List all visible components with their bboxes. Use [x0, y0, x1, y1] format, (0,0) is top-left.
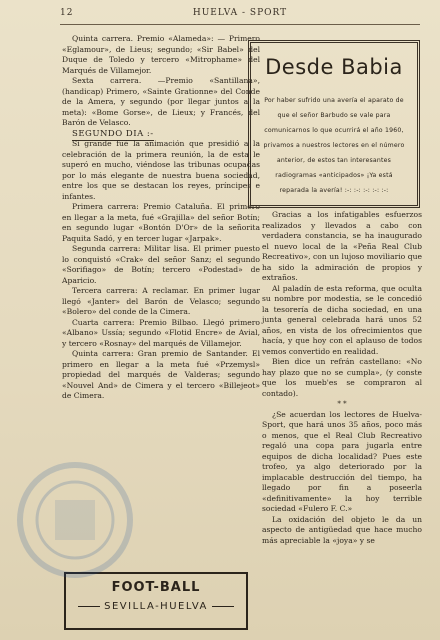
paragraph: ¿Se acuerdan los lectores de Huelva-Sport, que hará unos 35 años, poco más o menos, que el Real Club Recreativo regaló una copa para jugarla entre equipos de dicha localidad? Pues este trofeo, ya algo deteriorado por la implacable destrucción del tiempo, ha llegado por fin a poseerla «definitivamente» la hoy terrible sociedad «Fulero F. C.»	[262, 409, 422, 513]
paragraph: La oxidación del objeto le da un aspecto de antigüedad que hace mucho más apreciable la «joya» y se	[262, 514, 422, 545]
paragraph: Primera carrera: Premio Cataluña. El primero en llegar a la meta, fué «Grajilla» del señor Botín; en segundo lugar «Bontón D'Or» de la señorita Paquita Sadó, y en tercer lugar «Jarpak».	[62, 202, 260, 243]
section-stars: * *	[337, 400, 347, 408]
paragraph: Al paladín de esta reforma, que oculta su nombre por modestia, se le concedió la tesorería de dicha sociedad, en una junta general celebrada hará unos 52 años, en vista de los ofrecimientos que hacía, y que hoy con el aplauso de todos vemos convertido en realidad.	[262, 283, 422, 356]
paragraph: Tercera carrera: A reclamar. En primer lugar llegó «Janter» del Barón de Velasco; segundo «Bolero» del conde de la Cimera.	[62, 286, 260, 316]
running-title: HUELVA - SPORT	[192, 8, 288, 18]
paragraph: Quinta carrera: Gran premio de Santander. El primero en llegar a la meta fué «Przemysl» propiedad del marqués de Valderas; segundo «Nouvel And» de Cimera y el tercero «Billejeot» de Cimera.	[62, 349, 260, 400]
page-number: 12	[60, 8, 74, 18]
babia-title: Desde Babia	[265, 55, 403, 79]
section-title: SEGUNDO DIA :-	[72, 128, 154, 139]
paragraph: Segunda carrera: Militar lisa. El primer puesto lo conquistó «Crak» del señor Sanz; el segundo «Sorifiago» de Botín; tercero «Podestad» de Aparicio.	[62, 244, 260, 285]
right-column	[262, 210, 422, 545]
left-column	[62, 34, 260, 580]
paragraph: Cuarta carrera: Premio Bilbao. Llegó primero «Albano» Ussía; segundo «Flotid Encre» de Avial, y tercero «Rosnay» del marqués de Villamejor.	[62, 317, 260, 348]
desde-babia-box	[248, 40, 420, 208]
football-subtitle: SEVILLA-HUELVA	[66, 601, 246, 612]
paragraph: Bien dice un refrán castellano: «No hay plazo que no se cumpla», (y conste que los mueb'es se compraron al contado).	[262, 357, 422, 398]
paragraph: Si grande fué la animación que presidió a la celebración de la primera reunión, la de esta le superó en mucho, viéndose las tribunas ocupadas por lo más elegante de nuestra buena sociedad, entre los que se destacan los reyes, príncipes e infantes.	[62, 139, 260, 201]
football-title: FOOT-BALL	[111, 580, 201, 595]
football-box	[64, 572, 248, 630]
paragraph: Gracias a los infatigables esfuerzos realizados y llevados a cabo con verdadera constancia, se ha inaugurado el nuevo local de la «Peña Real Club Recreativo», con un lujoso moviliario que ha sido la admiración de propios y extraños.	[262, 210, 422, 282]
header-rule	[60, 24, 420, 25]
babia-text: Por haber sufrido una avería el aparato de que el señor Barbudo se vale para comunicarnos lo que ocurrirá el año 1960, privamos a nuestros lectores en el número anterior, de estos tan interesantes radiogramas «anticipados» ¡Ya está reparada la avería! :-: :-: :-: :-: :-:	[263, 97, 405, 194]
page-header	[60, 8, 420, 22]
paragraph: Quinta carrera. Premio «Alameda»: — Primero «Eglamour», de Lieus; segundo; «Sir Babel» del Duque de Toledo y tercero «Mitrophame» del Marqués de Villamejor.	[62, 34, 260, 75]
paragraph: Sexta carrera. —Premio «Santillana», (handicap) Primero, «Sainte Grationne» del Conde de la Amera, y segundo (por llegar juntos a la meta): «Bome Gorse», de Lieux; y Francés, del Barón de Velasco.	[62, 76, 260, 127]
